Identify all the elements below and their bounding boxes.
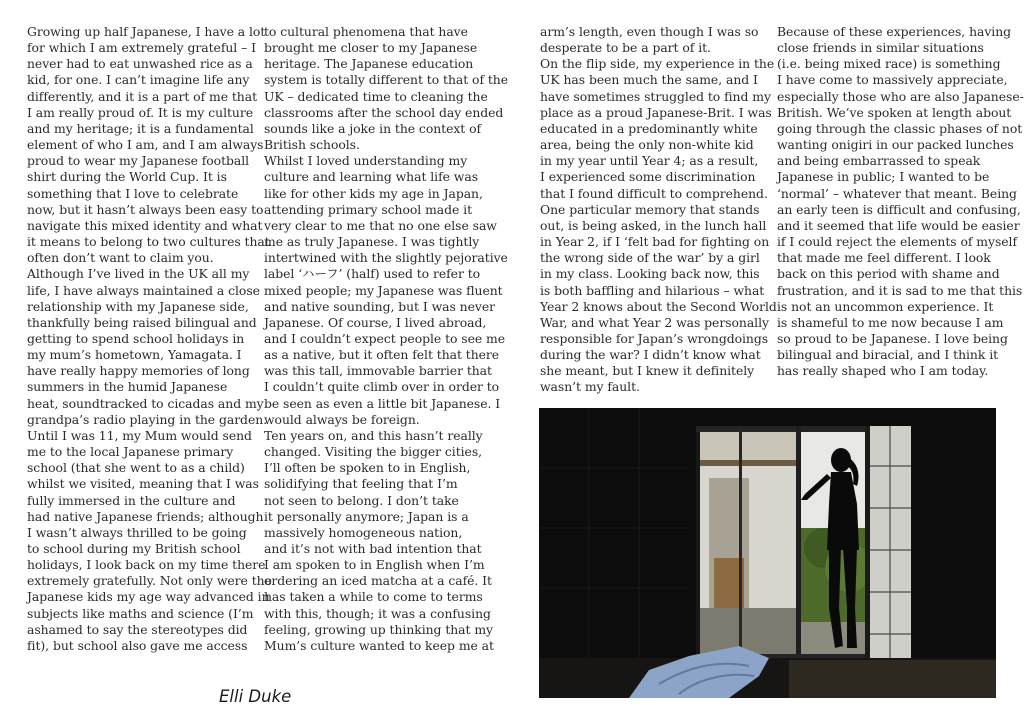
text-line: fit), but school also gave me access [27,637,248,653]
text-line: something that I love to celebrate [27,185,239,201]
text-line: if I could reject the elements of myself [777,234,1017,250]
text-line: Ten years on, and this hasn’t really [264,427,483,443]
text-line: On the flip side, my experience in the [540,56,775,72]
author-name: Elli Duke [219,687,292,706]
text-line: kid, for one. I can’t imagine life any [27,72,250,88]
text-line: and being embarrassed to speak [777,153,981,169]
text-line: has taken a while to come to terms [264,589,483,605]
text-line: I wasn’t always thrilled to be going [27,524,247,540]
text-line: relationship with my Japanese side, [27,298,249,314]
text-line: Until I was 11, my Mum would send [27,427,252,443]
text-line: responsible for Japan’s wrongdoings [540,330,769,346]
text-line: heritage. The Japanese education [264,56,474,72]
text-line: have sometimes struggled to find my [540,88,771,104]
text-line: in my class. Looking back now, this [540,266,760,282]
text-line: summers in the humid Japanese [27,379,228,395]
text-line: ‘normal’ – whatever that meant. Being [777,185,1017,201]
text-line: as a native, but it often felt that there [264,347,500,363]
photo-girl-at-window [539,408,996,698]
text-line: label ‘ハーフ’ (half) used to refer to [264,266,481,282]
text-line: educated in a predominantly white [540,120,758,136]
text-line: she meant, but I knew it definitely [540,363,755,379]
text-line: not seen to belong. I don’t take [264,492,459,508]
text-line: Mum’s culture wanted to keep me at [264,637,494,653]
text-line: differently, and it is a part of me that [27,88,258,104]
text-line: to cultural phenomena that have [264,24,468,39]
text-line: have really happy memories of long [27,363,250,379]
text-line: place as a proud Japanese-Brit. I was [540,104,772,120]
text-line: shirt during the World Cup. It is [27,169,227,185]
text-line: arm’s length, even though I was so [540,24,759,39]
text-line: is not an uncommon experience. It [777,298,994,314]
text-line: was this tall, immovable barrier that [264,363,492,379]
text-line: now, but it hasn’t always been easy to [27,201,264,217]
text-line: massively homogeneous nation, [264,524,463,540]
text-line: close friends in similar situations [777,40,984,56]
text-line: (i.e. being mixed race) is something [777,56,1001,72]
text-line: British. We’ve spoken at length about [777,104,1012,120]
text-line: Japanese kids my age way advanced in [27,589,270,605]
text-line: for which I am extremely grateful – I [27,40,256,56]
text-line: I am really proud of. It is my culture [27,104,254,120]
text-line: getting to spend school holidays in [27,330,245,346]
text-line: area, being the only non-white kid [540,137,754,153]
text-line: changed. Visiting the bigger cities, [264,444,483,460]
text-line: brought me closer to my Japanese [264,40,478,56]
text-line: I couldn’t quite climb over in order to [264,379,500,395]
article-column-4 [777,24,1024,379]
text-line: Whilst I loved understanding my [264,153,468,169]
text-line: I have come to massively appreciate, [777,72,1008,88]
text-line: bilingual and biracial, and I think it [777,347,999,363]
text-line: frustration, and it is sad to me that this [777,282,1023,298]
text-line: back on this period with shame and [777,266,1000,282]
text-line: and native sounding, but I was never [264,298,496,314]
text-line: during the war? I didn’t know what [540,347,761,363]
text-line: solidifying that feeling that I’m [264,476,458,492]
text-line: UK – dedicated time to cleaning the [264,88,488,104]
text-line: it means to belong to two cultures that [27,234,270,250]
text-line: me as truly Japanese. I was tightly [264,234,480,250]
text-line: the wrong side of the war’ by a girl [540,250,760,266]
text-line: UK has been much the same, and I [540,72,758,88]
text-line: One particular memory that stands [540,201,760,217]
text-line: and my heritage; it is a fundamental [27,120,254,136]
text-line: very clear to me that no one else saw [264,217,497,233]
text-line: British schools. [264,137,360,153]
article-column-1 [27,24,272,654]
text-line: intertwined with the slightly pejorative [264,250,508,266]
text-line: I am spoken to in English when I’m [264,557,485,573]
text-line: and I couldn’t expect people to see me [264,330,506,346]
text-line: in Year 2, if I ‘felt bad for fighting on [540,234,770,250]
text-line: especially those who are also Japanese- [777,88,1024,104]
text-line: I experienced some discrimination [540,169,756,185]
text-line: War, and what Year 2 was personally [540,314,769,330]
text-line: system is totally different to that of the [264,72,509,88]
text-line: wanting onigiri in our packed lunches [777,137,1014,153]
text-line: in my year until Year 4; as a result, [540,153,759,169]
text-line: is shameful to me now because I am [777,314,1004,330]
text-line: extremely gratefully. Not only were the [27,573,272,589]
text-line: grandpa’s radio playing in the garden. [27,411,268,427]
text-line: that I found difficult to comprehend. [540,185,768,201]
text-line: thankfully being raised bilingual and [27,314,257,330]
text-line: Japanese in public; I wanted to be [777,169,990,185]
article-column-2 [264,24,509,654]
text-line: holidays, I look back on my time there [27,557,266,573]
text-line: Because of these experiences, having [777,24,1012,39]
text-line: subjects like maths and science (I’m [27,605,254,621]
text-line: has really shaped who I am today. [777,363,989,379]
text-line: navigate this mixed identity and what [27,217,263,233]
text-line: heat, soundtracked to cicadas and my [27,395,264,411]
text-line: Year 2 knows about the Second World [540,298,777,314]
text-line: school (that she went to as a child) [27,460,245,476]
text-line: Although I’ve lived in the UK all my [27,266,250,282]
text-line: attending primary school made it [264,201,473,217]
text-line: classrooms after the school day ended [264,104,504,120]
text-line: to school during my British school [27,541,241,556]
text-line: that made me feel different. I look [777,250,991,266]
text-line: would always be foreign. [264,411,420,427]
text-line: mixed people; my Japanese was fluent [264,282,503,298]
text-line: Japanese. Of course, I lived abroad, [264,314,487,330]
text-line: Growing up half Japanese, I have a lot [27,24,266,39]
text-line: like for other kids my age in Japan, [264,185,483,201]
text-line: ordering an iced matcha at a café. It [264,573,492,589]
text-line: is both baffling and hilarious – what [540,282,765,298]
text-line: it personally anymore; Japan is a [264,508,469,524]
text-line: sounds like a joke in the context of [264,120,482,136]
text-line: whilst we visited, meaning that I was [27,476,259,492]
text-line: and it seemed that life would be easier [777,217,1020,233]
article-column-3 [540,24,777,396]
text-line: element of who I am, and I am always [27,137,264,153]
text-line: desperate to be a part of it. [540,40,711,56]
text-line: proud to wear my Japanese football [27,153,250,169]
text-line: often don’t want to claim you. [27,250,214,266]
text-line: never had to eat unwashed rice as a [27,56,253,72]
text-line: culture and learning what life was [264,169,478,185]
text-line: an early teen is difficult and confusing, [777,201,1021,217]
text-line: going through the classic phases of not [777,120,1023,136]
text-line: fully immersed in the culture and [27,492,236,508]
text-line: be seen as even a little bit Japanese. I [264,395,501,411]
text-line: life, I have always maintained a close [27,282,260,298]
text-line: me to the local Japanese primary [27,444,234,460]
text-line: I’ll often be spoken to in English, [264,460,471,476]
text-line: my mum’s hometown, Yamagata. I [27,347,242,363]
text-line: wasn’t my fault. [540,379,640,395]
photo-illustration [539,408,996,698]
text-line: with this, though; it was a confusing [264,605,491,621]
text-line: feeling, growing up thinking that my [264,621,493,637]
text-line: out, is being asked, in the lunch hall [540,217,767,233]
text-line: had native Japanese friends; although [27,508,264,524]
text-line: so proud to be Japanese. I love being [777,330,1008,346]
text-line: ashamed to say the stereotypes did [27,621,248,637]
text-line: and it’s not with bad intention that [264,541,482,556]
